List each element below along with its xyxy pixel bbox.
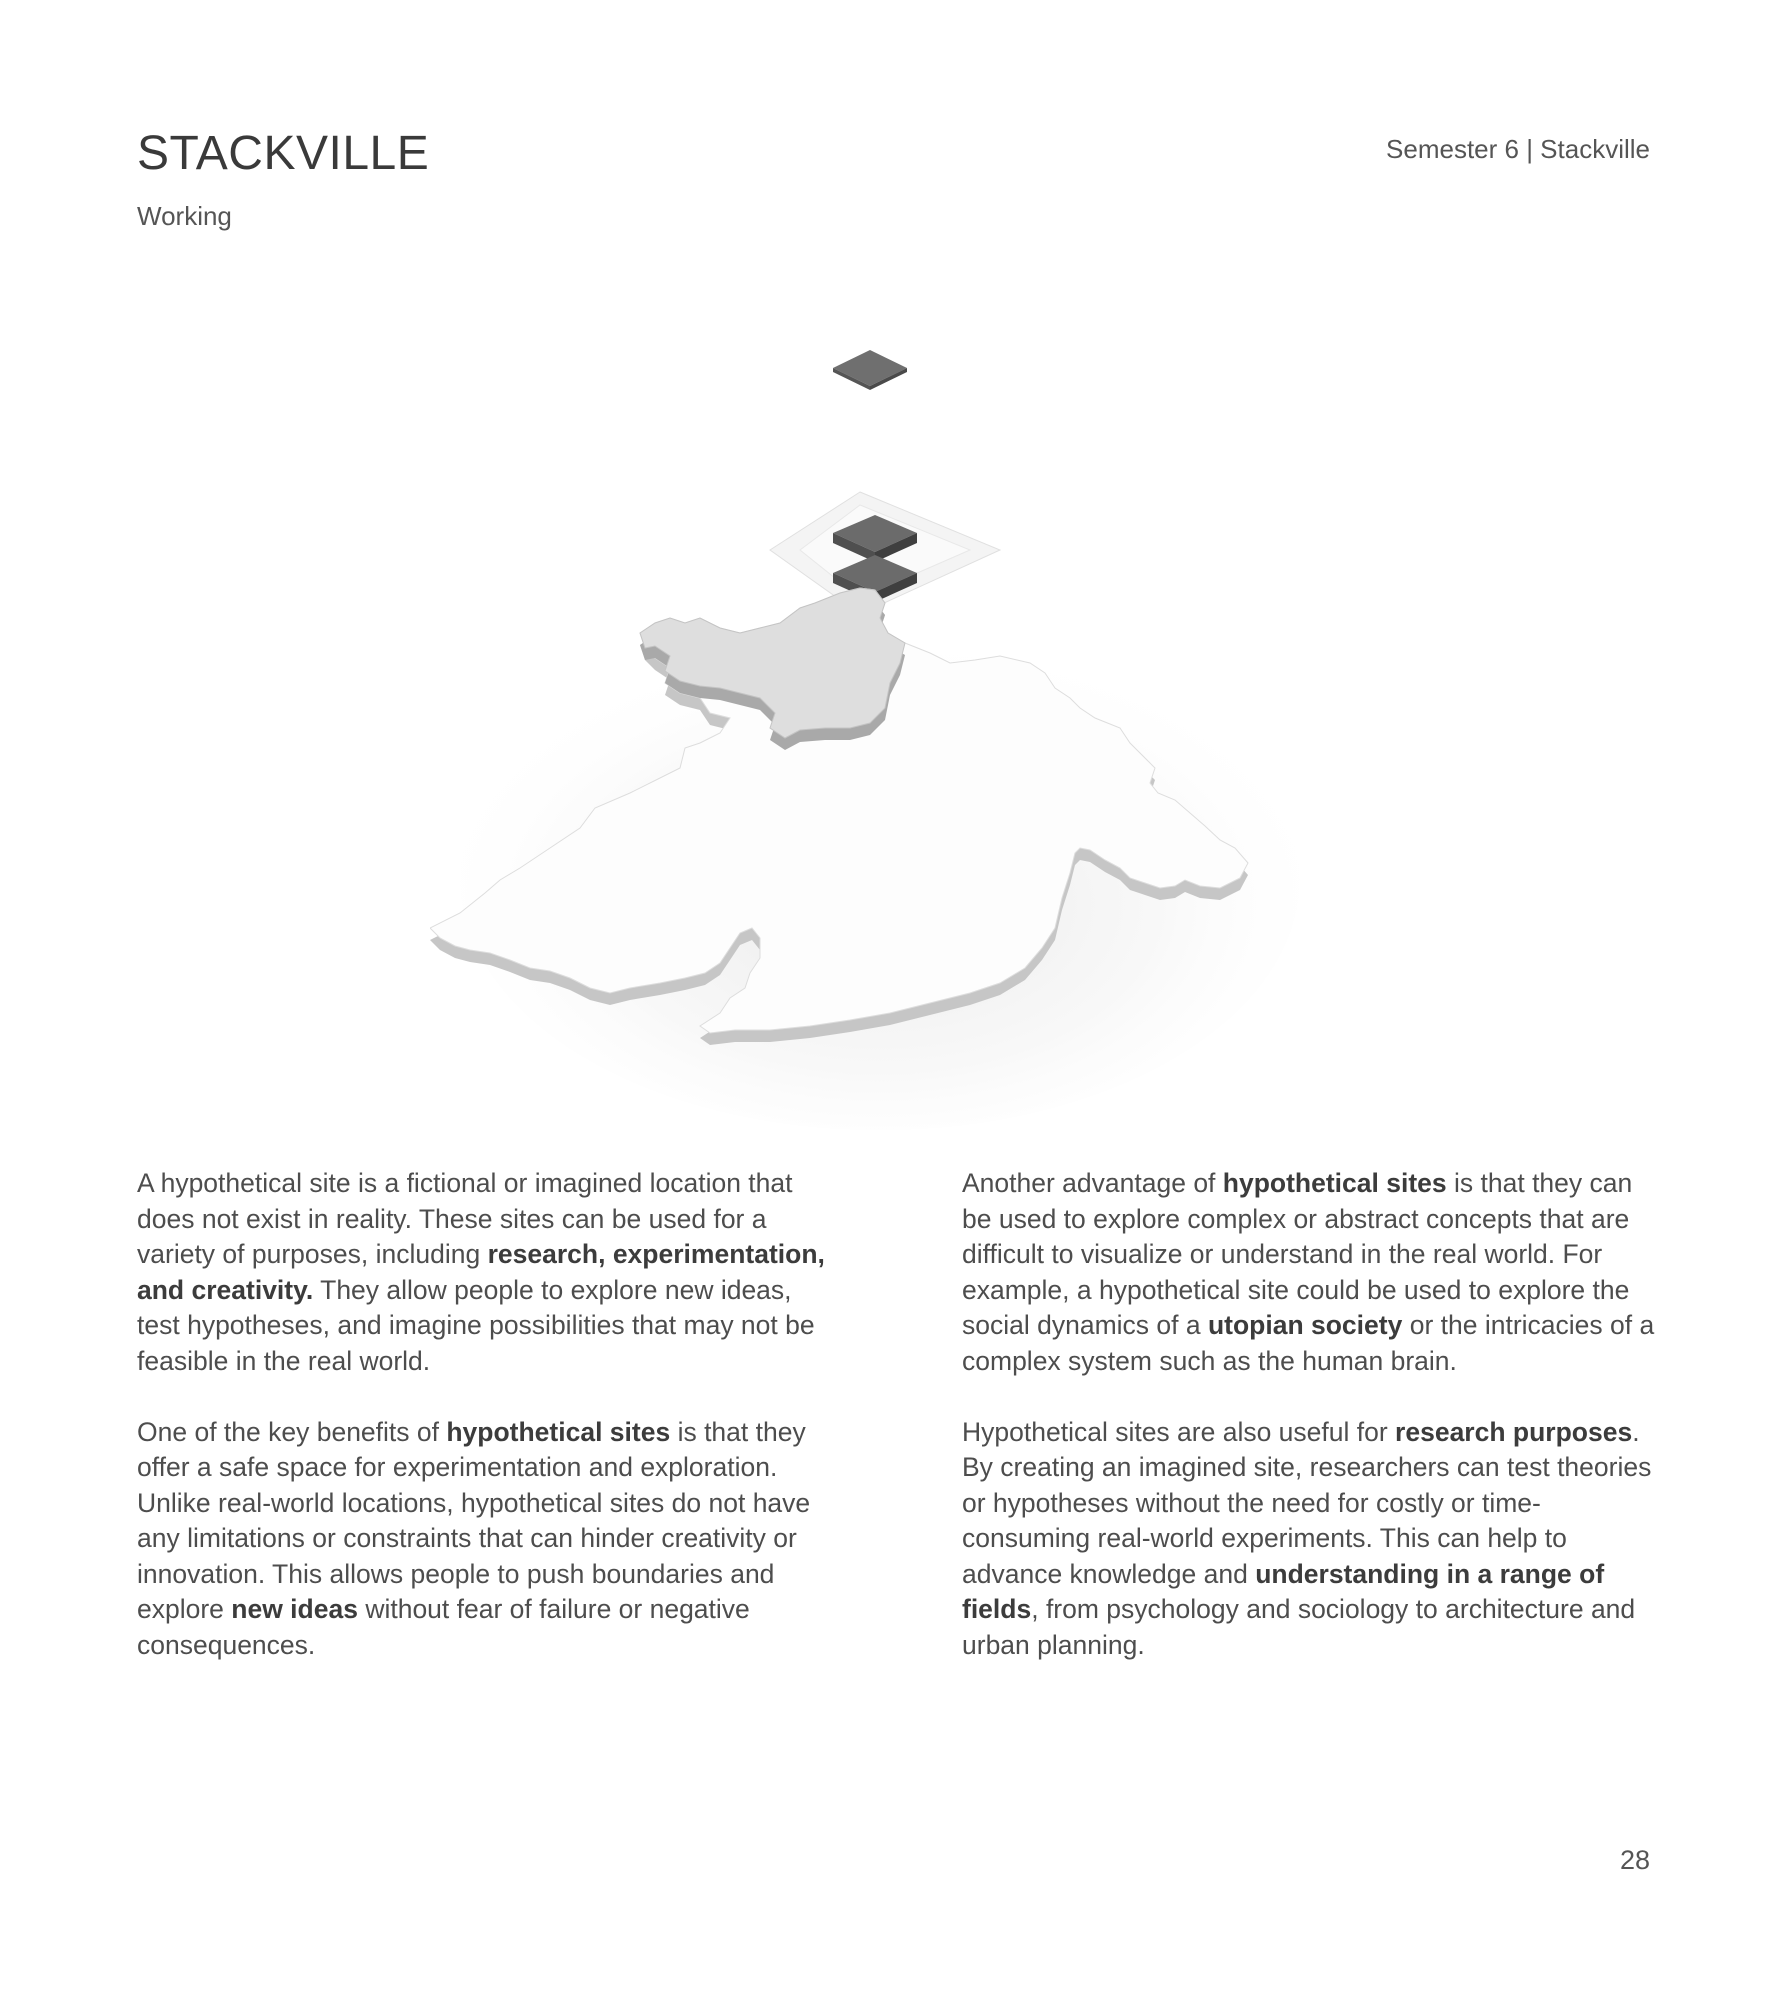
body-column-right (962, 1166, 1662, 1699)
emphasis-text: hypothetical sites (1222, 1168, 1447, 1198)
body-text: Hypothetical sites are also useful for (962, 1416, 1396, 1447)
body-column-left (137, 1166, 837, 1699)
body-text: They allow people to explore new ideas, test hypotheses, and imagine possibilities that may not be feasible in the real world. (137, 1274, 815, 1376)
emphasis-text: understanding in a range of fields (962, 1558, 1605, 1624)
body-text: without fear of failure or negative consequences. (137, 1594, 750, 1660)
paragraph (962, 1166, 1662, 1379)
isometric-site-model-illustration (430, 300, 1370, 1160)
page-number: 28 (1619, 1845, 1650, 1875)
emphasis-text: hypothetical sites (446, 1416, 671, 1447)
paragraph (962, 1415, 1662, 1664)
emphasis-text: new ideas (231, 1594, 358, 1624)
body-text: One of the key benefits of (137, 1416, 447, 1447)
section-label: Semester 6 | Stackville (1386, 134, 1650, 164)
body-text: , from psychology and sociology to architecture and urban planning. (962, 1594, 1636, 1660)
body-text: is that they can be used to explore complex or abstract concepts that are difficult to visualize or understand in the real world. For example, a hypothetical site could be used to explore the social dynamics of a (962, 1168, 1633, 1340)
body-text: . By creating an imagined site, researchers can test theories or hypotheses without the need for costly or time-consuming real-world experiments. This can help to advance knowledge and (962, 1416, 1652, 1589)
floating-tile (833, 350, 907, 386)
body-text: A hypothetical site is a fictional or imagined location that does not exist in reality. These sites can be used for a variety of purposes, including (137, 1168, 793, 1269)
page-title: STACKVILLE (137, 127, 430, 180)
body-text: is that they offer a safe space for experimentation and exploration. Unlike real-world locations, hypothetical sites do not have any limitations or constraints that can hinder creativity or innovation. This allows people to push boundaries and explore (137, 1416, 811, 1624)
body-text: or the intricacies of a complex system such as the human brain. (962, 1310, 1655, 1376)
paragraph (137, 1415, 837, 1664)
page-subtitle: Working (137, 201, 232, 231)
emphasis-text: utopian society (1207, 1310, 1403, 1340)
paragraph (137, 1166, 837, 1379)
emphasis-text: research, experimentation, and creativity. (137, 1239, 825, 1305)
body-text: Another advantage of (962, 1168, 1223, 1198)
emphasis-text: research purposes (1395, 1416, 1633, 1447)
